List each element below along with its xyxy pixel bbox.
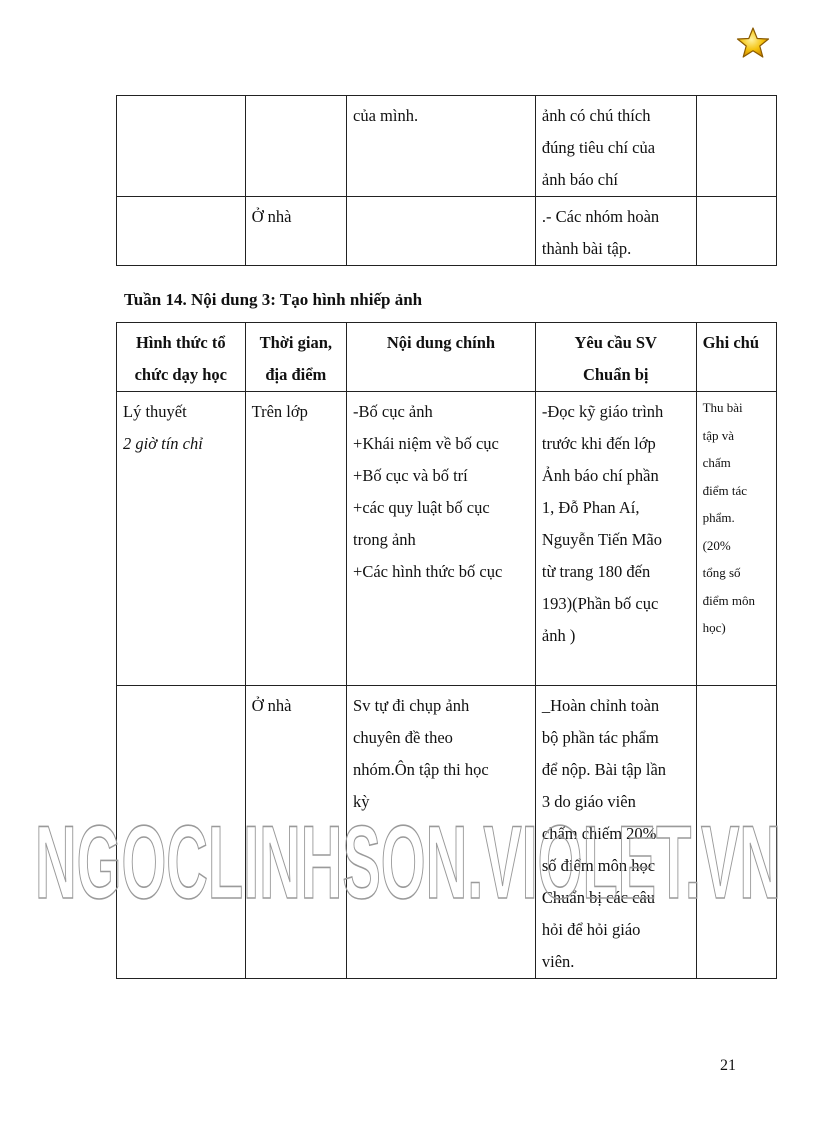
table-cell — [245, 392, 346, 686]
star-icon — [736, 26, 770, 60]
table-cell — [245, 96, 346, 197]
cell-line: kỳ — [353, 792, 370, 811]
cell-line: bộ phần tác phẩm — [541, 728, 659, 747]
cell-line: -Đọc kỹ giáo trình — [541, 402, 664, 421]
cell-line: chuyên đề theo — [353, 728, 453, 747]
cell-line: thành bài tập. — [541, 239, 632, 258]
header-line: chức dạy học — [134, 365, 227, 384]
table-cell — [245, 197, 346, 266]
table-cell — [347, 197, 536, 266]
table-row — [117, 392, 777, 686]
table-cell — [117, 197, 246, 266]
header-line: Nội dung chính — [386, 333, 496, 352]
cell-line: từ trang 180 đến — [541, 562, 651, 581]
table-cell — [535, 197, 696, 266]
cell-line: +các quy luật bố cục — [353, 498, 490, 517]
cell-line: Lý thuyết — [123, 402, 187, 421]
cell-line: 193)(Phần bố cục — [541, 594, 659, 613]
table-header-row — [117, 323, 777, 392]
watermark — [30, 808, 786, 918]
cell-line: +Bố cục và bố trí — [353, 466, 468, 485]
cell-line: tập và — [702, 427, 734, 443]
table-cell — [696, 96, 776, 197]
cell-line: viên. — [541, 952, 575, 971]
cell-line: của mình. — [353, 106, 419, 125]
table-cell — [117, 392, 246, 686]
cell-line: -Bố cục ảnh — [353, 402, 433, 421]
cell-line: hỏi để hỏi giáo — [541, 920, 641, 939]
cell-line: +Các hình thức bố cục — [353, 562, 503, 581]
cell-line: Nguyễn Tiến Mão — [541, 530, 662, 549]
header-line: địa điểm — [265, 365, 327, 384]
cell-line: đúng tiêu chí của — [541, 138, 656, 157]
cell-line: Ở nhà — [251, 696, 292, 715]
header-line: Thời gian, — [259, 333, 333, 352]
cell-line: 1, Đỗ Phan Aí, — [541, 498, 640, 517]
column-header — [696, 323, 776, 392]
header-line: Ghi chú — [702, 333, 759, 352]
cell-line: số điểm môn học — [541, 856, 656, 875]
cell-line: chấm chiếm 20% — [541, 824, 657, 843]
table-cell — [696, 197, 776, 266]
table-cell — [535, 392, 696, 686]
table-cell — [117, 96, 246, 197]
cell-line: Thu bài — [702, 400, 743, 415]
cell-line: điểm tác — [702, 482, 747, 498]
schedule-table-continued — [116, 95, 777, 266]
column-header — [347, 323, 536, 392]
column-header — [117, 323, 246, 392]
table-row — [117, 96, 777, 197]
cell-line: .- Các nhóm hoàn — [541, 207, 660, 226]
table-cell — [347, 392, 536, 686]
cell-line: tổng số — [702, 565, 741, 580]
header-line: Yêu cầu SV — [574, 333, 657, 352]
svg-text:NGOCLINHSON.VIOLET.VN: NGOCLINHSON.VIOLET.VN — [35, 808, 781, 918]
cell-line: học) — [702, 620, 726, 635]
table-row — [117, 197, 777, 266]
cell-line: ảnh có chú thích — [541, 106, 651, 125]
cell-line: (20% — [702, 537, 731, 553]
cell-line: +Khái niệm về bố cục — [353, 434, 499, 453]
cell-line: _Hoàn chỉnh toàn — [541, 696, 660, 715]
cell-line: Sv tự đi chụp ảnh — [353, 696, 470, 715]
cell-line: Ảnh báo chí phần — [541, 466, 659, 485]
cell-line: Ở nhà — [251, 207, 292, 226]
section-title: Tuần 14. Nội dung 3: Tạo hình nhiếp ảnh — [124, 290, 423, 309]
cell-line: Chuẩn bị các câu — [541, 888, 656, 907]
column-header — [245, 323, 346, 392]
table-cell — [347, 96, 536, 197]
header-line: Hình thức tổ — [135, 333, 226, 352]
table-cell — [696, 392, 776, 686]
cell-line: điểm môn — [702, 592, 755, 608]
cell-line: 3 do giáo viên — [541, 792, 636, 811]
cell-line: Trên lớp — [251, 402, 308, 421]
cell-line: để nộp. Bài tập lần — [541, 760, 667, 779]
cell-line: 2 giờ tín chỉ — [123, 434, 203, 453]
cell-line: nhóm.Ôn tập thi học — [353, 760, 489, 779]
page-number: 21 — [720, 1057, 736, 1074]
column-header — [535, 323, 696, 392]
cell-line: trước khi đến lớp — [541, 434, 656, 453]
table-cell — [535, 96, 696, 197]
cell-line: ảnh ) — [541, 626, 576, 645]
cell-line: ảnh báo chí — [541, 170, 618, 189]
header-line: Chuẩn bị — [582, 365, 649, 384]
cell-line: trong ảnh — [353, 530, 416, 549]
cell-line: phẩm. — [702, 510, 735, 525]
cell-line: chấm — [702, 455, 731, 470]
